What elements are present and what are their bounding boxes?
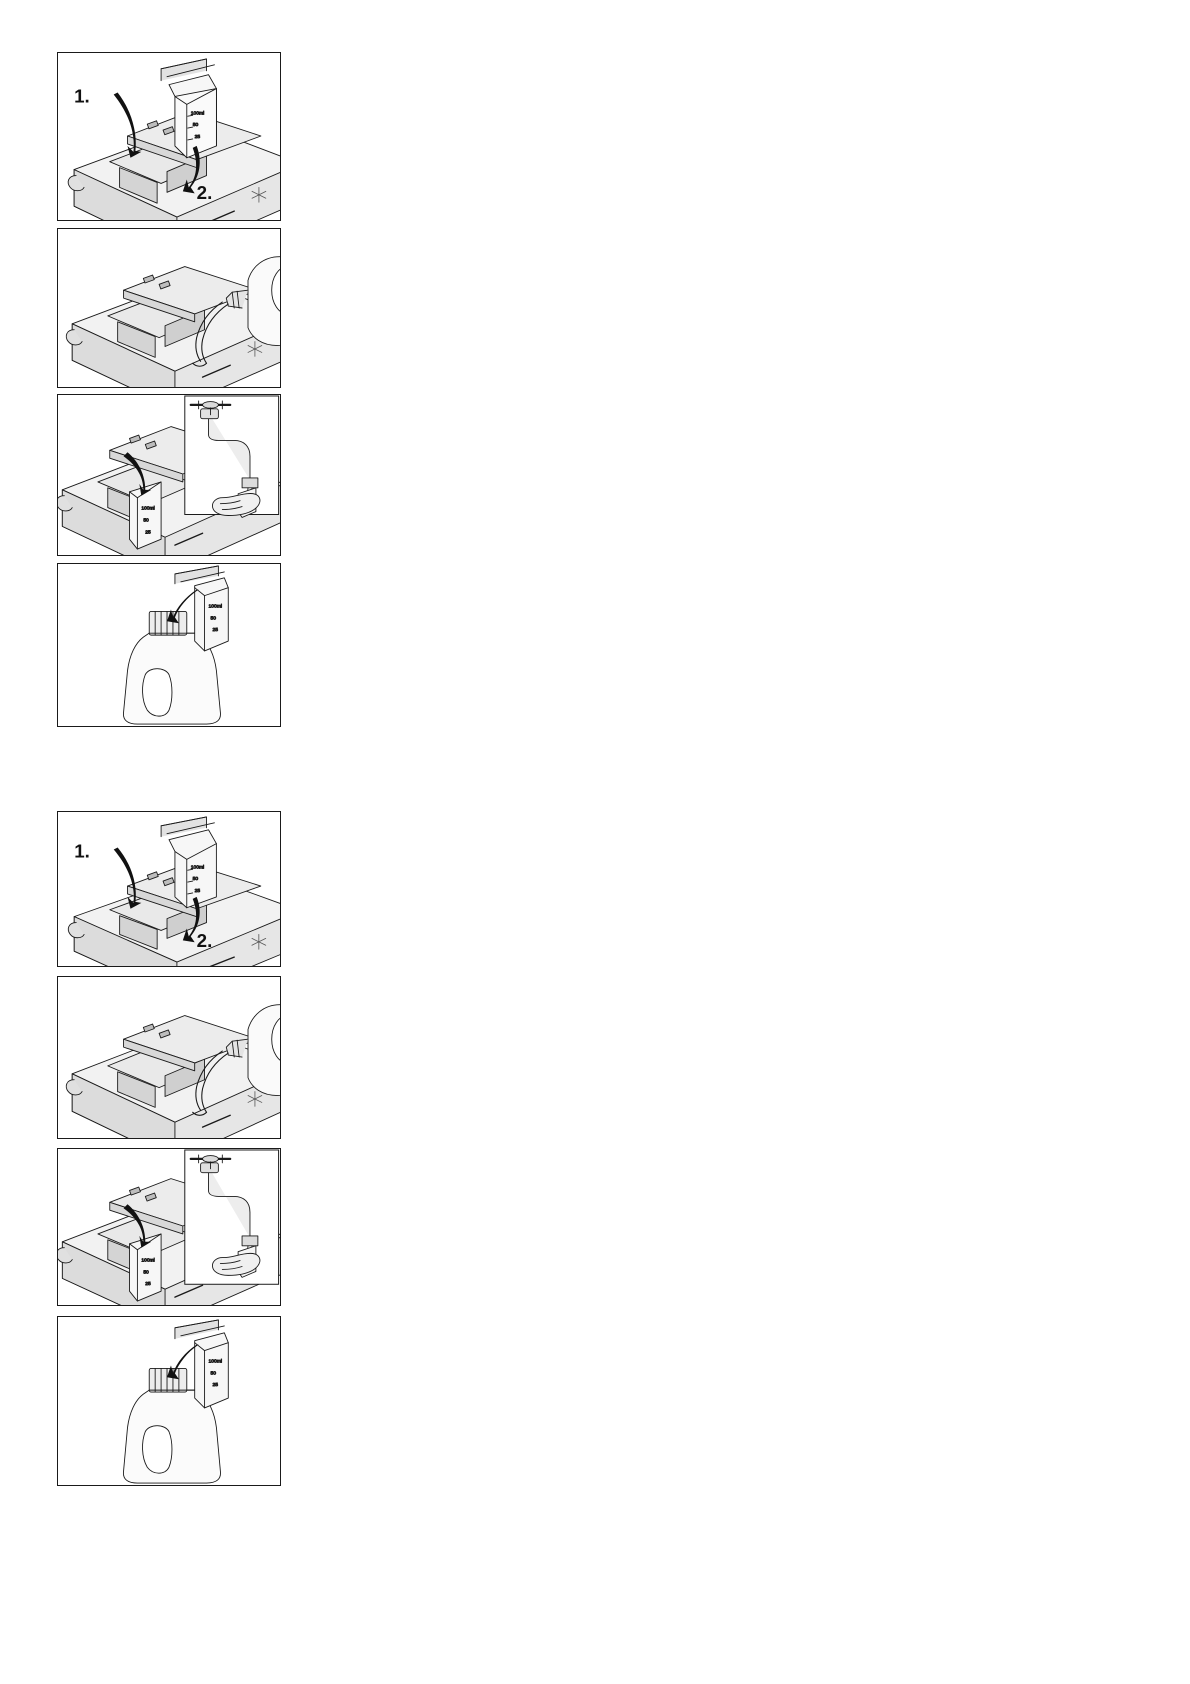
svg-text:25: 25 [212, 1383, 218, 1389]
step-label-1-repeat: 1. [74, 840, 90, 862]
figure-rinsing-dosing-aid-under-tap-repeat [57, 1148, 281, 1306]
svg-text:50: 50 [192, 123, 199, 129]
svg-text:100ml: 100ml [141, 1258, 155, 1264]
svg-text:100ml: 100ml [190, 111, 205, 117]
svg-text:50: 50 [210, 616, 216, 622]
svg-text:50: 50 [143, 518, 149, 524]
svg-text:50: 50 [192, 877, 199, 883]
figure-insert-dosing-aid-into-drawer [57, 52, 281, 221]
step-label-2-repeat: 2. [196, 930, 213, 952]
step-label-2: 2. [196, 182, 213, 204]
figure-insert-dosing-aid-into-drawer-repeat [57, 811, 281, 967]
step-label-1: 1. [74, 85, 90, 107]
figure-pouring-liquid-detergent-repeat [57, 976, 281, 1139]
svg-text:100ml: 100ml [208, 1359, 222, 1365]
svg-text:25: 25 [212, 628, 218, 634]
svg-text:100ml: 100ml [190, 865, 205, 871]
figure-rinsing-dosing-aid-under-tap [57, 394, 281, 556]
svg-text:50: 50 [210, 1371, 217, 1377]
svg-text:50: 50 [143, 1270, 149, 1276]
svg-text:25: 25 [194, 134, 201, 140]
svg-text:25: 25 [145, 530, 151, 536]
figure-dosing-aid-on-bottle-repeat [57, 1316, 281, 1486]
svg-text:100ml: 100ml [208, 604, 222, 610]
figure-pouring-liquid-detergent [57, 228, 281, 388]
svg-text:100ml: 100ml [141, 506, 155, 512]
svg-text:25: 25 [145, 1282, 151, 1288]
svg-text:25: 25 [194, 888, 201, 894]
figure-dosing-aid-on-bottle [57, 563, 281, 727]
